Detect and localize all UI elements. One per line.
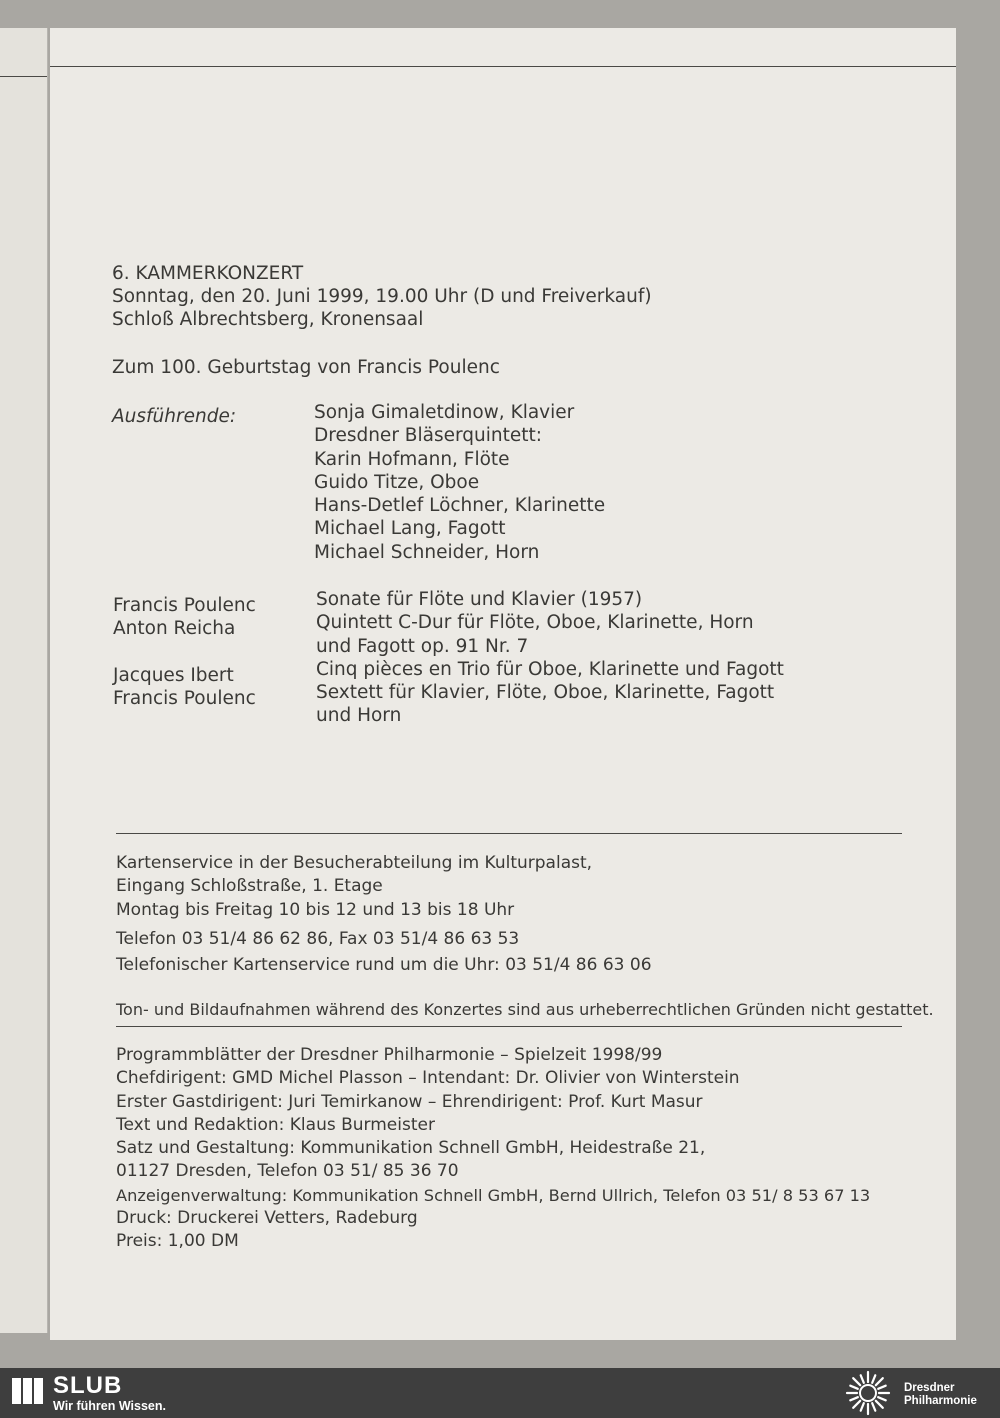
program-works [316,588,784,728]
work-title: und Fagott op. 91 Nr. 7 [316,635,529,657]
partner-name [904,1382,977,1407]
performer-line: Sonja Gimaletdinow, Klavier [314,402,575,423]
composer-name: Francis Poulenc [113,688,256,710]
slub-logo-icon [12,1376,44,1406]
work-title: Cinq pièces en Trio für Oboe, Klarinette und Fagott [316,658,784,680]
imprint-line: Programmblätter der Dresdner Philharmonie – Spielzeit 1998/99 [116,1045,663,1065]
left-page-edge [0,28,48,1333]
ticket-line: Eingang Schloßstraße, 1. Etage [116,876,383,897]
work-title: und Horn [316,705,402,727]
composer-name [113,710,256,733]
performer-line: Michael Lang, Fagott [314,518,506,540]
ticket-line: Montag bis Freitag 10 bis 12 und 13 bis 18 Uhr [116,899,515,920]
left-page-rule [0,76,47,77]
concert-date: Sonntag, den 20. Juni 1999, 19.00 Uhr (D und Freiverkauf) [112,286,652,307]
divider-tickets [116,833,902,834]
work-title: Sextett für Klavier, Flöte, Oboe, Klarinette, Fagott [316,682,775,704]
performer-line: Guido Titze, Oboe [314,471,480,493]
ticket-line: Kartenservice in der Besucherabteilung im Kulturpalast, [116,853,593,873]
imprint-line: Chefdirigent: GMD Michel Plasson – Intendant: Dr. Olivier von Winterstein [116,1068,740,1089]
imprint-line: 01127 Dresden, Telefon 03 51/ 85 36 70 [116,1161,459,1182]
document-page [50,28,956,1340]
composer-name: Jacques Ibert [113,664,234,686]
imprint-line: Anzeigenverwaltung: Kommunikation Schnell GmbH, Bernd Ullrich, Telefon 03 51/ 8 53 67 13 [116,1185,871,1205]
composer-name [113,641,256,664]
ticket-hotline: Telefonischer Kartenservice rund um die Uhr: 03 51/4 86 63 06 [116,955,652,975]
work-title: Quintett C-Dur für Flöte, Oboe, Klarinette, Horn [316,612,754,634]
performer-line: Karin Hofmann, Flöte [314,448,510,470]
slub-name: SLUB [53,1372,123,1399]
imprint-line: Erster Gastdirigent: Juri Temirkanow – Ehrendirigent: Prof. Kurt Masur [116,1091,703,1112]
imprint-line: Druck: Druckerei Vetters, Radeburg [116,1208,418,1229]
ticket-info [116,852,592,922]
top-rule [50,66,956,67]
performers-list [314,401,605,564]
partner-name-line2: Philharmonie [904,1394,977,1407]
concert-title: 6. KAMMERKONZERT [112,263,304,284]
concert-dedication: Zum 100. Geburtstag von Francis Poulenc [112,357,500,378]
program-composers [113,594,256,734]
ticket-phone-fax: Telefon 03 51/4 86 62 86, Fax 03 51/4 86 63 53 [116,929,520,949]
divider-imprint [116,1026,902,1027]
composer-name: Francis Poulenc [113,595,256,616]
performer-line: Michael Schneider, Horn [314,541,540,563]
imprint-line: Satz und Gestaltung: Kommunikation Schnell GmbH, Heidestraße 21, [116,1138,706,1159]
footer-bar [0,1368,1000,1418]
partner-name-line1: Dresdner [904,1382,955,1394]
composer-name: Anton Reicha [113,618,236,640]
dresdner-philharmonie-logo-icon [840,1370,896,1416]
imprint-line: Text und Redaktion: Klaus Burmeister [116,1114,435,1135]
performers-label: Ausführende: [112,406,237,427]
imprint-block [116,1044,870,1254]
performer-line: Dresdner Bläserquintett: [314,425,542,447]
slub-tagline: Wir führen Wissen. [53,1399,166,1413]
concert-venue: Schloß Albrechtsberg, Kronensaal [112,309,424,330]
recording-notice: Ton- und Bildaufnahmen während des Konzertes sind aus urheberrechtlichen Gründen nicht gestattet. [116,1000,934,1019]
work-title: Sonate für Flöte und Klavier (1957) [316,589,643,610]
performer-line: Hans-Detlef Löchner, Klarinette [314,495,606,517]
imprint-line: Preis: 1,00 DM [116,1231,239,1252]
